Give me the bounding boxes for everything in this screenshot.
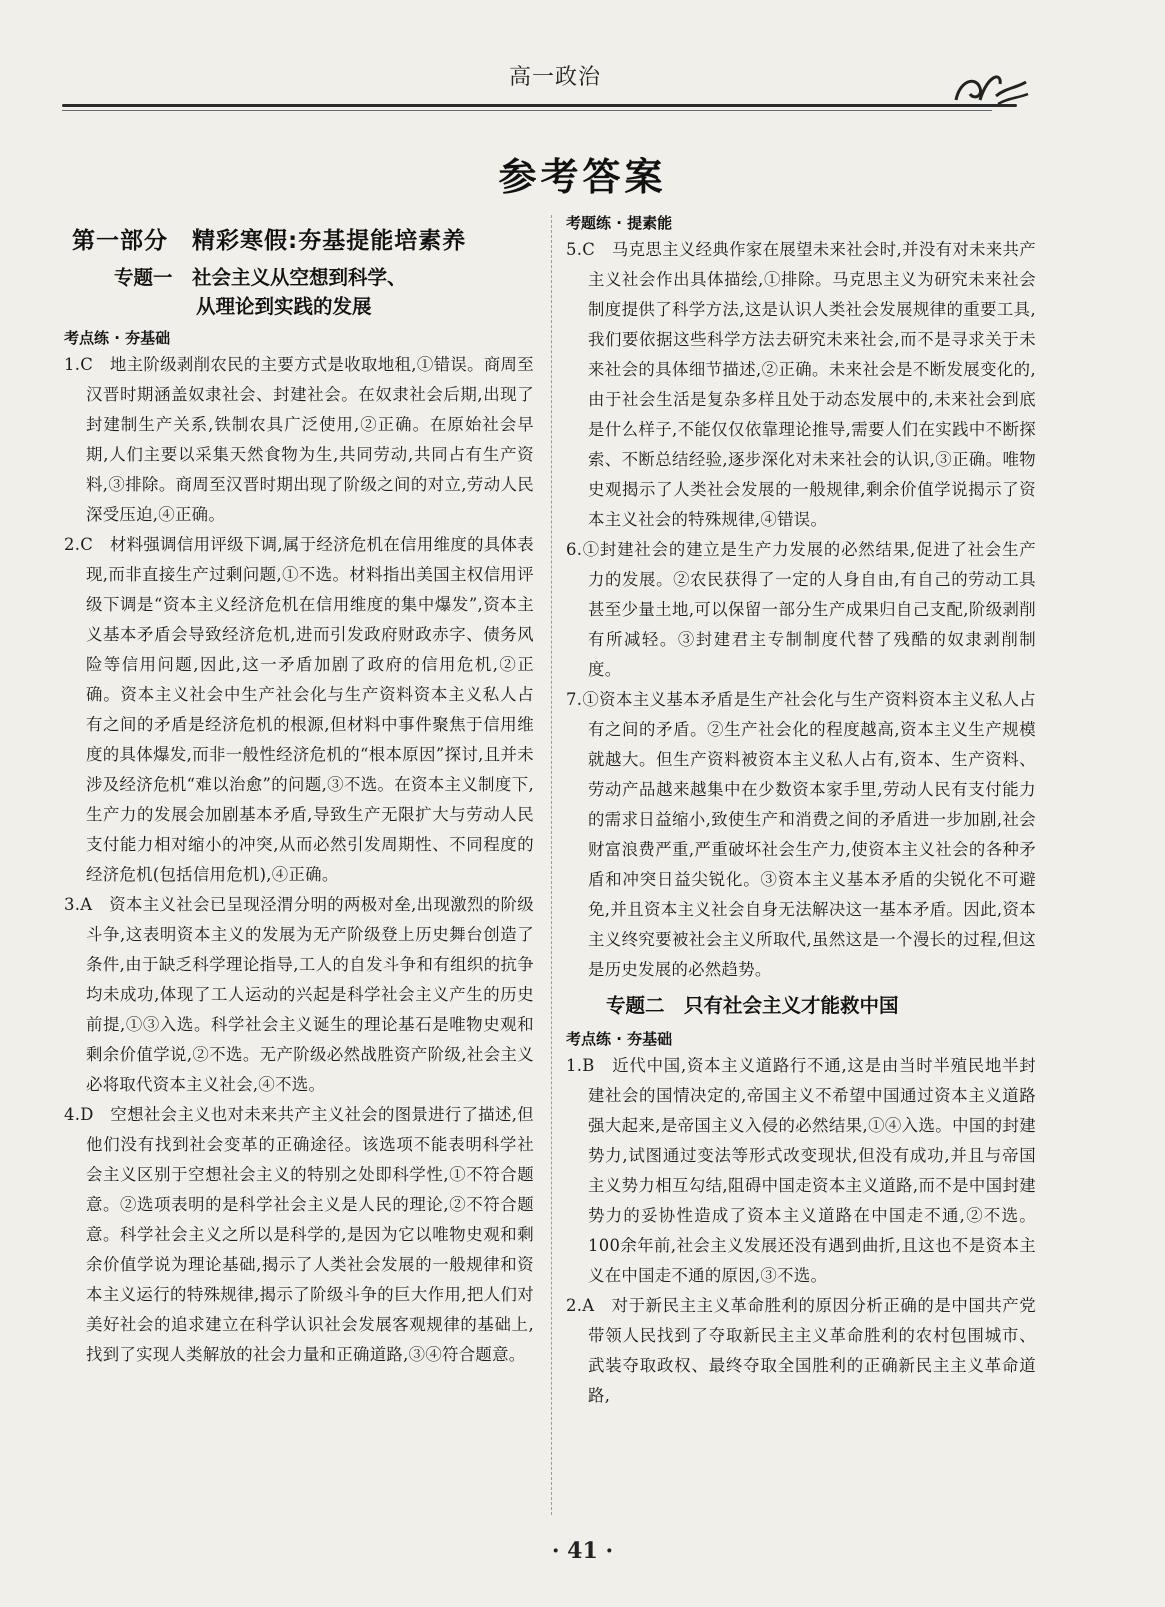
answer-item: 6.①封建社会的建立是生产力发展的必然结果,促进了社会生产力的发展。②农民获得了一定的人身自由,有自己的劳动工具甚至少量土地,可以保留一部分生产成果归自己支配,阶级剥削有所减轻。③封建君主专制制度代替了残酷的奴隶剥削制度。 bbox=[566, 540, 1036, 679]
answer-list-right-1 bbox=[566, 235, 1036, 985]
page-number: · 41 · bbox=[551, 1538, 614, 1564]
column-divider bbox=[551, 215, 552, 1515]
topic-two-title: 专题二 只有社会主义才能救中国 bbox=[606, 994, 899, 1017]
right-column bbox=[566, 210, 1036, 1411]
answer-item: 3.A 资本主义社会已呈现泾渭分明的两极对垒,出现激烈的阶级斗争,这表明资本主义的发展为无产阶级登上历史舞台创造了条件,由于缺乏科学理论指导,工人的自发斗争和有组织的抗争均未成功,体现了工人运动的兴起是科学社会主义产生的历史前提,①③入选。科学社会主义诞生的理论基石是唯物史观和剩余价值学说,②不选。无产阶级必然战胜资产阶级,社会主义必将取代资本主义社会,④不选。 bbox=[64, 895, 534, 1094]
part-title: 第一部分 精彩寒假:夯基提能培素养 bbox=[72, 228, 467, 254]
section-label-advanced: 考题练 · 提素能 bbox=[566, 214, 673, 232]
running-head: 高一政治 bbox=[508, 65, 601, 90]
answer-item: 4.D 空想社会主义也对未来共产主义社会的图景进行了描述,但他们没有找到社会变革的正确途径。该选项不能表明科学社会主义区别于空想社会主义的特别之处即科学性,①不符合题意。②选项表明的是科学社会主义是人民的理论,②不符合题意。科学社会主义之所以是科学的,是因为它以唯物史观和剩余价值学说为理论基础,揭示了人类社会发展的一般规律和资本主义运行的特殊规律,揭示了阶级斗争的巨大作用,把人们对美好社会的追求建立在科学认识社会发展客观规律的基础上,找到了实现人类解放的社会力量和正确道路,③④符合题意。 bbox=[64, 1105, 534, 1364]
answer-item: 2.C 材料强调信用评级下调,属于经济危机在信用维度的具体表现,而非直接生产过剩问题,①不选。材料指出美国主权信用评级下调是“资本主义经济危机在信用维度的集中爆发”,资本主义基本矛盾会导致经济危机,进而引发政府财政赤字、债务风险等信用问题,因此,这一矛盾加剧了政府的信用危机,②正确。资本主义社会中生产社会化与生产资料资本主义私人占有之间的矛盾是经济危机的根源,但材料中事件聚焦于信用维度的具体爆发,而非一般性经济危机的“根本原因”探讨,且并未涉及经济危机“难以治愈”的问题,③不选。在资本主义制度下,生产力的发展会加剧基本矛盾,导致生产无限扩大与劳动人民支付能力相对缩小的冲突,从而必然引发周期性、不同程度的经济危机(包括信用危机),④正确。 bbox=[64, 535, 534, 884]
answer-list-left bbox=[64, 350, 534, 1370]
page-title: 参考答案 bbox=[498, 155, 667, 199]
answer-item: 7.①资本主义基本矛盾是生产社会化与生产资料资本主义私人占有之间的矛盾。②生产社会化的程度越高,资本主义生产规模就越大。但生产资料被资本主义私人占有,资本、生产资料、劳动产品越来越集中在少数资本家手里,劳动人民有支付能力的需求日益缩小,致使生产和消费之间的矛盾进一步加剧,社会财富浪费严重,严重破坏社会生产力,使资本主义社会的各种矛盾和冲突日益尖锐化。③资本主义基本矛盾的尖锐化不可避免,并且资本主义社会自身无法解决这一基本矛盾。因此,资本主义终究要被社会主义所取代,虽然这是一个漫长的过程,但这是历史发展的必然趋势。 bbox=[566, 690, 1036, 979]
answer-item: 1.B 近代中国,资本主义道路行不通,这是由当时半殖民地半封建社会的国情决定的,帝国主义不希望中国通过资本主义道路强大起来,是帝国主义入侵的必然结果,①④入选。中国的封建势力,试图通过变法等形式改变现状,但没有成功,并且与帝国主义势力相互勾结,阻碍中国走资本主义道路,而不是中国封建势力的妥协性造成了资本主义道路在中国走不通,②不选。100余年前,社会主义发展还没有遇到曲折,且这也不是资本主义在中国走不通的原因,③不选。 bbox=[566, 1056, 1036, 1285]
topic-one-title bbox=[64, 263, 534, 321]
header-rule-thin bbox=[62, 110, 992, 111]
answer-item: 1.C 地主阶级剥削农民的主要方式是收取地租,①错误。商周至汉晋时期涵盖奴隶社会、封建社会。在奴隶社会后期,出现了封建制生产关系,铁制农具广泛使用,②正确。在原始社会早期,人们主要以采集天然食物为生,共同劳动,共同占有生产资料,③排除。商周至汉晋时期出现了阶级之间的对立,劳动人民深受压迫,④正确。 bbox=[64, 355, 534, 524]
section-label-basic: 考点练 · 夯基础 bbox=[64, 329, 171, 347]
answer-item: 5.C 马克思主义经典作家在展望未来社会时,并没有对未来共产主义社会作出具体描绘,①排除。马克思主义为研究未来社会制度提供了科学方法,这是认识人类社会发展规律的重要工具,我们要依据这些科学方法去研究未来社会,而不是寻求关于未来社会的具体细节描述,②正确。未来社会是不断发展变化的,由于社会生活是复杂多样且处于动态发展中的,未来社会到底是什么样子,不能仅仅依靠理论推导,需要人们在实践中不断探索、不断总结经验,逐步深化对未来社会的认识,③正确。唯物史观揭示了人类社会发展的一般规律,剩余价值学说揭示了资本主义社会的特殊规律,④错误。 bbox=[566, 240, 1036, 529]
answer-item: 2.A 对于新民主主义革命胜利的原因分析正确的是中国共产党带领人民找到了夺取新民主主义革命胜利的农村包围城市、武装夺取政权、最终夺取全国胜利的正确新民主主义革命道路, bbox=[566, 1296, 1036, 1405]
left-column bbox=[64, 222, 534, 1370]
topic-one-line-2: 从理论到实践的发展 bbox=[196, 295, 372, 318]
answer-list-right-2 bbox=[566, 1051, 1036, 1411]
topic-one-line-1: 专题一 社会主义从空想到科学、 bbox=[114, 266, 407, 289]
header-rule bbox=[62, 104, 1017, 107]
section-label-basic-2: 考点练 · 夯基础 bbox=[566, 1030, 673, 1048]
